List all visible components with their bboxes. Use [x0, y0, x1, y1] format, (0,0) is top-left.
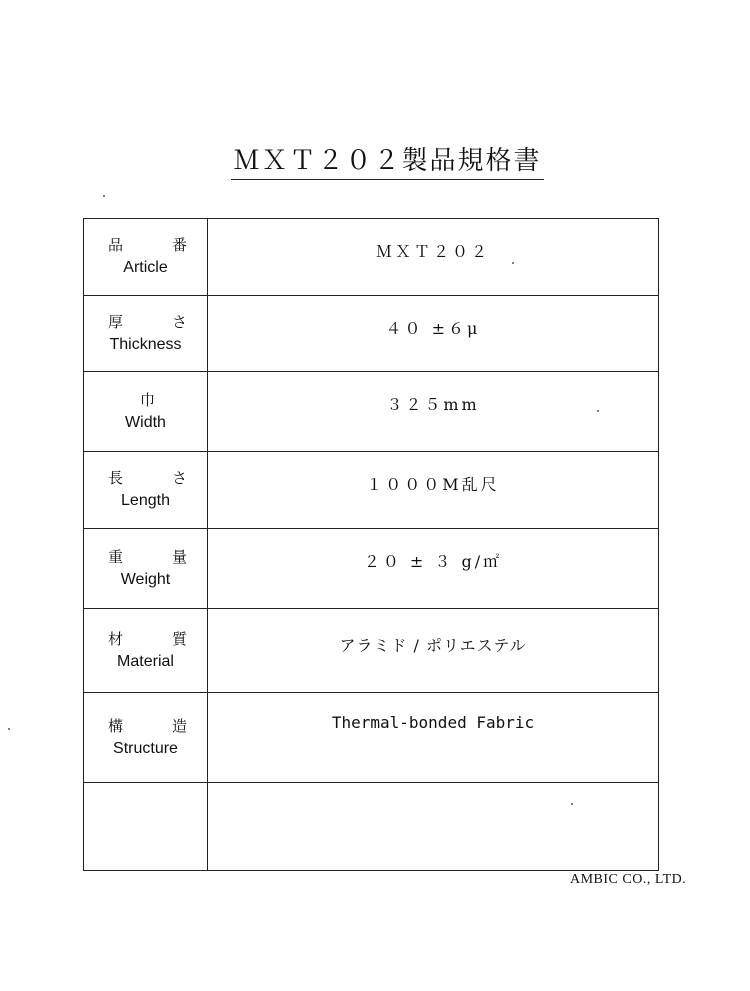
label-jp-char-2: さ: [171, 469, 187, 487]
label-jp-char-1: 巾: [139, 390, 155, 409]
scan-speck: [512, 262, 514, 264]
label-jp-char-2: 造: [171, 716, 187, 735]
table-row-weight: [84, 529, 659, 609]
value-cell-structure: [208, 693, 659, 783]
table-row-article: [84, 219, 659, 296]
label-jp-char-1: 品: [108, 236, 124, 254]
label-en: Article: [123, 259, 168, 276]
value-text: １０００M乱尺: [366, 475, 500, 494]
label-cell-article: [84, 219, 208, 296]
label-jp-char-1: 長: [108, 469, 124, 487]
label-cell-empty: [84, 783, 208, 871]
label-jp-char-2: 質: [171, 629, 187, 648]
scan-speck: [597, 410, 599, 412]
label-en: Material: [117, 652, 174, 670]
scan-speck: [8, 728, 10, 730]
value-cell-thickness: [208, 296, 659, 372]
value-text: ３２５mm: [386, 395, 480, 414]
label-jp-char-1: 重: [108, 547, 124, 566]
label-en: Thickness: [109, 335, 182, 353]
value-cell-empty: [208, 783, 659, 871]
value-cell-weight: [208, 529, 659, 609]
table-row-material: [84, 609, 659, 693]
label-jp-char-2: 量: [171, 547, 187, 566]
value-cell-width: [208, 372, 659, 452]
value-text: Thermal-bonded Fabric: [331, 713, 535, 732]
label-jp-char-1: 材: [108, 629, 124, 648]
label-cell-width: [84, 372, 208, 452]
label-en: Structure: [113, 739, 178, 757]
label-en: Weight: [120, 570, 171, 588]
label-en: Width: [125, 413, 166, 431]
spec-table: [83, 218, 659, 871]
label-jp-char-1: 構: [108, 716, 124, 735]
label-cell-structure: [84, 693, 208, 783]
table-row-empty: [84, 783, 659, 871]
label-en: Length: [121, 492, 170, 509]
table-row-length: [84, 452, 659, 529]
label-jp-char-1: 厚: [108, 312, 124, 331]
value-text: アラミド / ポリエステル: [339, 636, 527, 655]
value-text: ＭＸＴ２０２: [375, 242, 490, 261]
table-row-thickness: [84, 296, 659, 372]
company-name: AMBIC CO., LTD.: [570, 872, 687, 887]
value-cell-length: [208, 452, 659, 529]
document-title: [0, 140, 750, 180]
label-cell-length: [84, 452, 208, 529]
table-row-structure: [84, 693, 659, 783]
table-row-width: [84, 372, 659, 452]
label-cell-thickness: [84, 296, 208, 372]
value-cell-article: [208, 219, 659, 296]
value-text: ４０ ±６μ: [385, 319, 481, 338]
label-cell-material: [84, 609, 208, 693]
value-text: ２０ ± ３ g/㎡: [363, 552, 503, 571]
label-jp-char-2: さ: [171, 312, 187, 331]
document-title-text: ＭＸＴ２０２製品規格書: [231, 140, 543, 180]
label-cell-weight: [84, 529, 208, 609]
scan-speck: [571, 803, 573, 805]
label-jp-char-2: 番: [171, 236, 187, 254]
value-cell-material: [208, 609, 659, 693]
scan-speck: [103, 195, 105, 197]
